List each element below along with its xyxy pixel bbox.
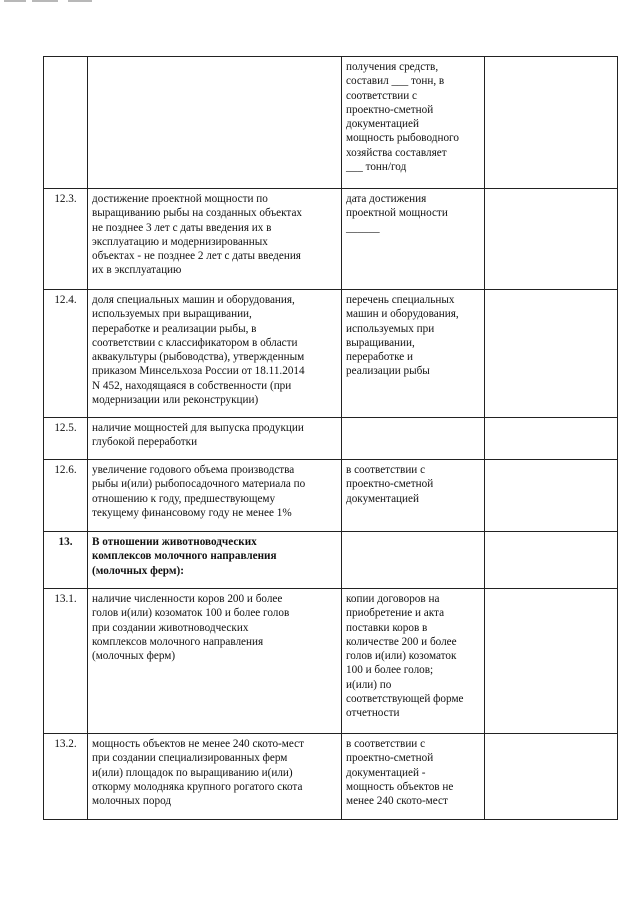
- row-number: 12.5.: [44, 418, 88, 460]
- document-cell: дата достижения проектной мощности ______: [342, 189, 485, 290]
- document-cell: перечень специальных машин и оборудования, используемых при выращивании, переработке и реализации рыбы: [342, 290, 485, 418]
- scan-artifact: [4, 0, 26, 2]
- row-number: 12.4.: [44, 290, 88, 418]
- table-row: [44, 532, 618, 589]
- table-row: [44, 57, 618, 189]
- empty-cell: [485, 589, 618, 734]
- requirement-cell: наличие численности коров 200 и более голов и(или) козоматок 100 и более голов при создании животноводческих комплексов молочного направления (молочных ферм): [88, 589, 342, 734]
- table-row: [44, 734, 618, 820]
- section-number: 13.: [44, 532, 88, 589]
- empty-cell: [485, 460, 618, 532]
- empty-cell: [485, 57, 618, 189]
- row-number: 12.3.: [44, 189, 88, 290]
- requirement-cell: достижение проектной мощности по выращиванию рыбы на созданных объектах не позднее 3 лет с даты введения их в эксплуатацию и модернизированных объектах - не позднее 2 лет с даты введения их в эксплуатацию: [88, 189, 342, 290]
- row-number: 13.1.: [44, 589, 88, 734]
- requirement-cell: доля специальных машин и оборудования, используемых при выращивании, переработке и реализации рыбы, в соответствии с классификатором в области аквакультуры (рыбоводства), утвержденным приказом Минсельхоза России от 18.11.2014 N 452, находящаяся в собственности (при модернизации или реконструкции): [88, 290, 342, 418]
- document-cell: [342, 418, 485, 460]
- table-row: [44, 460, 618, 532]
- table-row: [44, 589, 618, 734]
- requirement-cell: [88, 57, 342, 189]
- empty-cell: [485, 418, 618, 460]
- document-cell: получения средств, составил ___ тонн, в соответствии с проектно-сметной документацией мощность рыбоводного хозяйства составляет ___ тонн/год: [342, 57, 485, 189]
- requirement-cell: увеличение годового объема производства рыбы и(или) рыбопосадочного материала по отношению к году, предшествующему текущему финансовому году не менее 1%: [88, 460, 342, 532]
- document-cell: копии договоров на приобретение и акта поставки коров в количестве 200 и более голов и(или) козоматок 100 и более голов; и(или) по соответствующей форме отчетности: [342, 589, 485, 734]
- row-number: 12.6.: [44, 460, 88, 532]
- requirement-cell: мощность объектов не менее 240 ското-мест при создании специализированных ферм и(или) площадок по выращиванию и(или) откорму молодняка крупного рогатого скота молочных пород: [88, 734, 342, 820]
- row-number: 13.2.: [44, 734, 88, 820]
- document-cell: [342, 532, 485, 589]
- scan-artifact: [68, 0, 92, 2]
- document-cell: в соответствии с проектно-сметной документацией: [342, 460, 485, 532]
- table-row: [44, 290, 618, 418]
- empty-cell: [485, 734, 618, 820]
- empty-cell: [485, 290, 618, 418]
- requirements-table: [43, 56, 618, 820]
- document-cell: в соответствии с проектно-сметной документацией - мощность объектов не менее 240 ското-мест: [342, 734, 485, 820]
- empty-cell: [485, 532, 618, 589]
- section-heading: В отношении животноводческих комплексов молочного направления (молочных ферм):: [88, 532, 342, 589]
- row-number: [44, 57, 88, 189]
- table-row: [44, 418, 618, 460]
- requirement-cell: наличие мощностей для выпуска продукции глубокой переработки: [88, 418, 342, 460]
- scan-artifact: [32, 0, 58, 2]
- table-row: [44, 189, 618, 290]
- empty-cell: [485, 189, 618, 290]
